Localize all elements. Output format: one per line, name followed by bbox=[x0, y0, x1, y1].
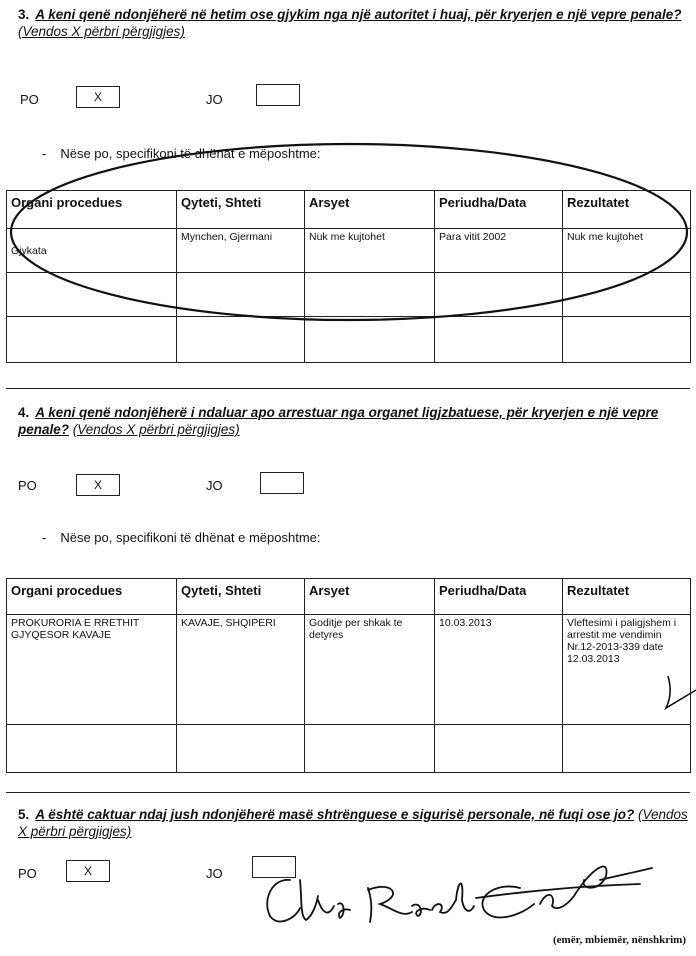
q3-specify: - Nëse po, specifikoni të dhënat e mëposhtme: bbox=[42, 146, 321, 161]
q4-col-rezultatet: Rezultatet bbox=[563, 579, 691, 615]
table-row bbox=[7, 725, 691, 773]
q3-r3-arsyet[interactable] bbox=[305, 317, 435, 363]
q3-r1-qyteti[interactable]: Mynchen, Gjermani bbox=[177, 229, 305, 273]
q3-po-mark: X bbox=[93, 90, 102, 104]
q3-r1-rezultatet[interactable]: Nuk me kujtohet bbox=[563, 229, 691, 273]
section-divider bbox=[6, 388, 690, 389]
q3-r1-periudha[interactable]: Para vitit 2002 bbox=[435, 229, 563, 273]
q3-r3-periudha[interactable] bbox=[435, 317, 563, 363]
q4-r2-qyteti[interactable] bbox=[177, 725, 305, 773]
signature-icon bbox=[267, 867, 652, 922]
q3-col-organi: Organi procedues bbox=[7, 191, 177, 229]
q4-r1-arsyet[interactable]: Goditje per shkak te detyres bbox=[305, 615, 435, 725]
q4-col-organi: Organi procedues bbox=[7, 579, 177, 615]
q4-jo-box[interactable] bbox=[260, 472, 304, 494]
q4-r2-periudha[interactable] bbox=[435, 725, 563, 773]
q3-r3-organi[interactable] bbox=[7, 317, 177, 363]
q5-question: A është caktuar ndaj jush ndonjëherë masë shtrënguese e sigurisë personale, në fuqi ose jo? bbox=[35, 807, 635, 822]
q3-question: A keni qenë ndonjëherë në hetim ose gjykim nga një autoritet i huaj, për kryerjen e një vepre penale? bbox=[35, 7, 682, 22]
q3-r2-arsyet[interactable] bbox=[305, 273, 435, 317]
q3-r1-arsyet[interactable]: Nuk me kujtohet bbox=[305, 229, 435, 273]
q3-r3-qyteti[interactable] bbox=[177, 317, 305, 363]
q4-specify: - Nëse po, specifikoni të dhënat e mëposhtme: bbox=[42, 530, 321, 545]
q3-col-qyteti: Qyteti, Shteti bbox=[177, 191, 305, 229]
q4-jo-label: JO bbox=[206, 478, 223, 493]
q3-r2-qyteti[interactable] bbox=[177, 273, 305, 317]
q3-specify-text: Nëse po, specifikoni të dhënat e mëposhtme: bbox=[60, 146, 321, 161]
q3-r2-organi[interactable] bbox=[7, 273, 177, 317]
q5-po-label: PO bbox=[18, 866, 37, 881]
q3-jo-box[interactable] bbox=[256, 84, 300, 106]
q4-r2-arsyet[interactable] bbox=[305, 725, 435, 773]
q4-r2-rezultatet[interactable] bbox=[563, 725, 691, 773]
q5-jo-label: JO bbox=[206, 866, 223, 881]
q3-jo-label: JO bbox=[206, 92, 223, 107]
q4-r2-organi[interactable] bbox=[7, 725, 177, 773]
q3-col-arsyet: Arsyet bbox=[305, 191, 435, 229]
q4-question: A keni qenë ndonjëherë i ndaluar apo arrestuar nga organet ligjzbatuese, për kryerjen e një vepre penale? bbox=[18, 405, 659, 437]
q3-po-box[interactable] bbox=[76, 86, 120, 108]
q4-col-periudha: Periudha/Data bbox=[435, 579, 563, 615]
q3-po-label: PO bbox=[20, 92, 39, 107]
q5-po-mark: X bbox=[83, 864, 92, 878]
q4-r1-organi[interactable]: PROKURORIA E RRETHIT GJYQESOR KAVAJE bbox=[7, 615, 177, 725]
q3-r2-periudha[interactable] bbox=[435, 273, 563, 317]
q3-table bbox=[6, 190, 691, 363]
q4-po-label: PO bbox=[18, 478, 37, 493]
table-row bbox=[7, 615, 691, 725]
q4-hint: (Vendos X përbri përgjigjes) bbox=[72, 422, 240, 437]
q3-hint: (Vendos X përbri përgjigjes) bbox=[18, 24, 185, 39]
q4-specify-text: Nëse po, specifikoni të dhënat e mëposhtme: bbox=[60, 530, 321, 545]
section-divider bbox=[6, 792, 690, 793]
q4-r1-periudha[interactable]: 10.03.2013 bbox=[435, 615, 563, 725]
table-row bbox=[7, 229, 691, 273]
q3-r3-rezultatet[interactable] bbox=[563, 317, 691, 363]
signature-caption: (emër, mbiemër, nënshkrim) bbox=[553, 934, 686, 946]
q4-col-qyteti: Qyteti, Shteti bbox=[177, 579, 305, 615]
q5-jo-box[interactable] bbox=[252, 856, 296, 878]
q3-col-periudha: Periudha/Data bbox=[435, 191, 563, 229]
q5-hint: (Vendos X përbri përgjigjes) bbox=[18, 807, 688, 839]
q3-r1-organi[interactable]: Gjykata bbox=[7, 229, 177, 273]
q3-header-row bbox=[7, 191, 691, 229]
q4-po-mark: X bbox=[93, 478, 102, 492]
q4-r1-qyteti[interactable]: KAVAJE, SHQIPERI bbox=[177, 615, 305, 725]
q4-r1-rezultatet[interactable]: Vleftesimi i paligjshem i arrestit me vendimin Nr.12-2013-339 date 12.03.2013 bbox=[563, 615, 691, 725]
q4-number: 4. bbox=[18, 405, 30, 420]
q5-title bbox=[18, 806, 688, 840]
q4-title bbox=[18, 404, 688, 438]
q3-r2-rezultatet[interactable] bbox=[563, 273, 691, 317]
q4-po-box[interactable] bbox=[76, 474, 120, 496]
table-row bbox=[7, 317, 691, 363]
q4-header-row bbox=[7, 579, 691, 615]
q4-table bbox=[6, 578, 691, 773]
q3-col-rezultatet: Rezultatet bbox=[563, 191, 691, 229]
q3-title bbox=[18, 6, 688, 40]
table-row bbox=[7, 273, 691, 317]
q5-number: 5. bbox=[18, 807, 30, 822]
q4-col-arsyet: Arsyet bbox=[305, 579, 435, 615]
q5-po-box[interactable] bbox=[66, 860, 110, 882]
q3-number: 3. bbox=[18, 7, 30, 22]
